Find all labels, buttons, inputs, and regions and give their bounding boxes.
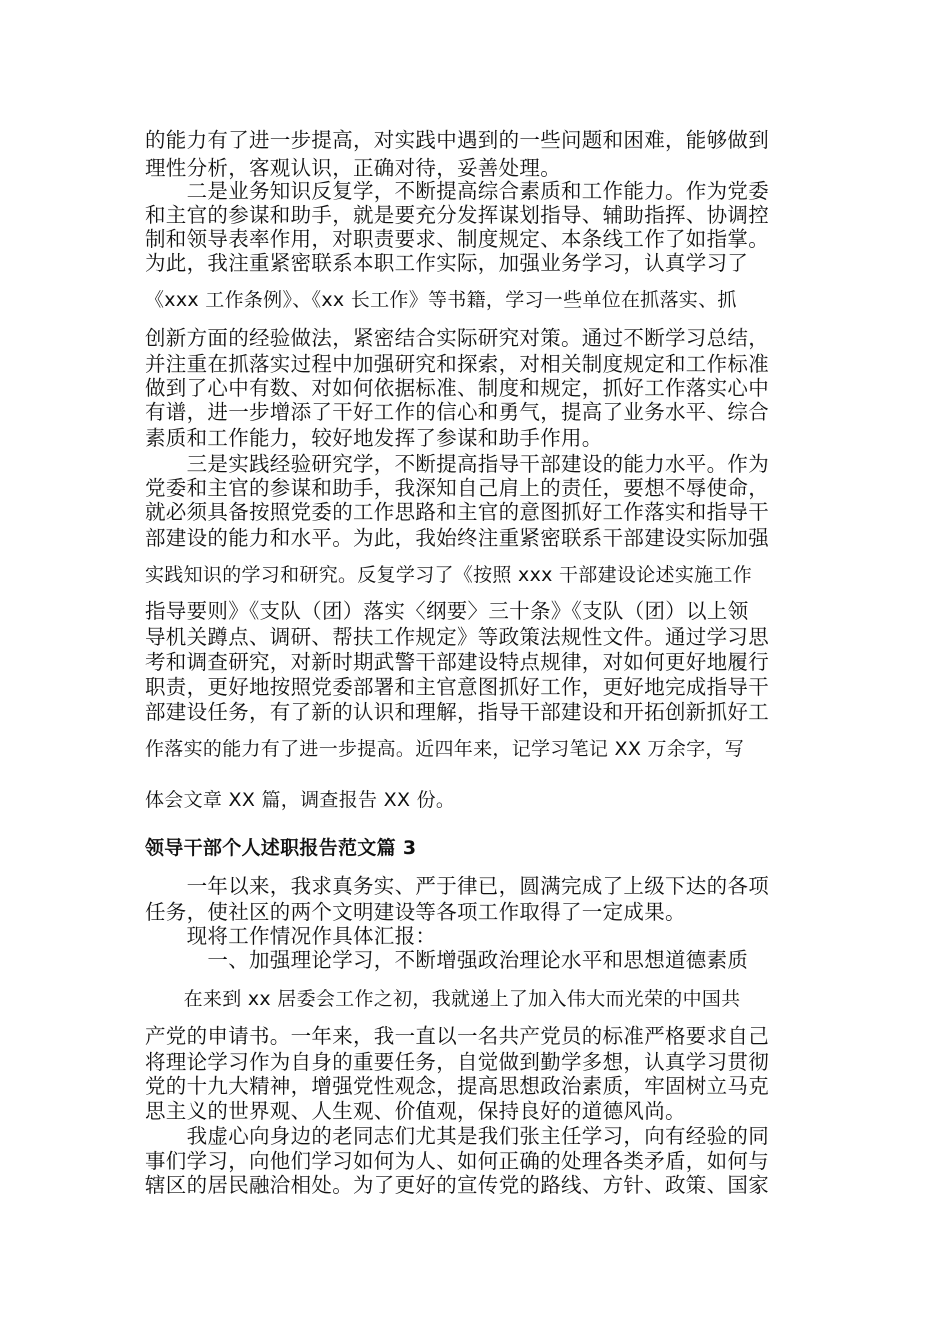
paragraph-line: 和主官的参谋和助手，就是要充分发挥谋划指导、辅助指挥、协调控	[145, 203, 769, 227]
paragraph-line: 为此，我注重紧密联系本职工作实际，加强业务学习，认真学习了	[145, 251, 749, 275]
paragraph-line: 有谱，进一步增添了干好工作的信心和勇气，提高了业务水平、综合	[145, 400, 769, 424]
paragraph-line: 事们学习，向他们学习如何为人、如何正确的处理各类矛盾，如何与	[145, 1149, 769, 1173]
paragraph-line: 作落实的能力有了进一步提高。近四年来，记学习笔记 XX 万余字，写	[145, 738, 745, 760]
paragraph-line: 素质和工作能力，较好地发挥了参谋和助手作用。	[145, 426, 603, 450]
paragraph-line: 党的十九大精神，增强党性观念，提高思想政治素质，牢固树立马克	[145, 1074, 769, 1098]
paragraph-line: 部建设的能力和水平。为此，我始终注重紧密联系干部建设实际加强	[145, 526, 769, 550]
paragraph-line: 就必须具备按照党委的工作思路和主官的意图抓好工作落实和指导干	[145, 500, 769, 524]
paragraph-line: 的能力有了进一步提高，对实践中遇到的一些问题和困难，能够做到	[145, 128, 769, 152]
paragraph-line: 一、加强理论学习，不断增强政治理论水平和思想道德素质	[145, 948, 749, 972]
paragraph-line: 思主义的世界观、人生观、价值观，保持良好的道德风尚。	[145, 1099, 686, 1123]
paragraph-line: 创新方面的经验做法，紧密结合实际研究对策。通过不断学习总结，	[145, 326, 769, 350]
paragraph-line: 指导要则》《支队（团）落实〈纲要〉三十条》《支队（团）以上领	[145, 599, 749, 623]
paragraph-line: 现将工作情况作具体汇报：	[145, 924, 437, 948]
paragraph-line: 在来到 xx 居委会工作之初，我就递上了加入伟大而光荣的中国共	[145, 988, 741, 1010]
paragraph-line: 《xxx 工作条例》、《xx 长工作》等书籍，学习一些单位在抓落实、抓	[145, 289, 737, 311]
paragraph-line: 体会文章 XX 篇，调查报告 XX 份。	[145, 789, 456, 811]
paragraph-line: 我虚心向身边的老同志们尤其是我们张主任学习，向有经验的同	[145, 1124, 769, 1148]
paragraph-line: 并注重在抓落实过程中加强研究和探索，对相关制度规定和工作标准	[145, 352, 769, 376]
paragraph-line: 部建设任务，有了新的认识和理解，指导干部建设和开拓创新抓好工	[145, 700, 769, 724]
paragraph-line: 考和调查研究，对新时期武警干部建设特点规律，对如何更好地履行	[145, 650, 769, 674]
paragraph-line: 理性分析，客观认识，正确对待，妥善处理。	[145, 156, 561, 180]
paragraph-line: 制和领导表率作用，对职责要求、制度规定、本条线工作了如指掌。	[145, 227, 769, 251]
paragraph-line: 做到了心中有数、对如何依据标准、制度和规定，抓好工作落实心中	[145, 376, 769, 400]
paragraph-line: 党委和主官的参谋和助手，我深知自己肩上的责任，要想不辱使命，	[145, 476, 769, 500]
section-heading: 领导干部个人述职报告范文篇 3	[145, 837, 417, 859]
paragraph-line: 产党的申请书。一年来，我一直以一名共产党员的标准严格要求自己	[145, 1024, 769, 1048]
paragraph-line: 辖区的居民融洽相处。为了更好的宣传党的路线、方针、政策、国家	[145, 1173, 769, 1197]
paragraph-line: 将理论学习作为自身的重要任务，自觉做到勤学多想，认真学习贯彻	[145, 1050, 769, 1074]
paragraph-line: 职责，更好地按照党委部署和主官意图抓好工作，更好地完成指导干	[145, 675, 769, 699]
paragraph-line: 二是业务知识反复学，不断提高综合素质和工作能力。作为党委	[145, 179, 769, 203]
paragraph-line: 实践知识的学习和研究。反复学习了《按照 xxx 干部建设论述实施工作	[145, 564, 753, 586]
paragraph-line: 导机关蹲点、调研、帮扶工作规定》等政策法规性文件。通过学习思	[145, 625, 769, 649]
paragraph-line: 一年以来，我求真务实、严于律已，圆满完成了上级下达的各项	[145, 874, 769, 898]
paragraph-line: 三是实践经验研究学，不断提高指导干部建设的能力水平。作为	[145, 452, 769, 476]
paragraph-line: 任务，使社区的两个文明建设等各项工作取得了一定成果。	[145, 900, 686, 924]
